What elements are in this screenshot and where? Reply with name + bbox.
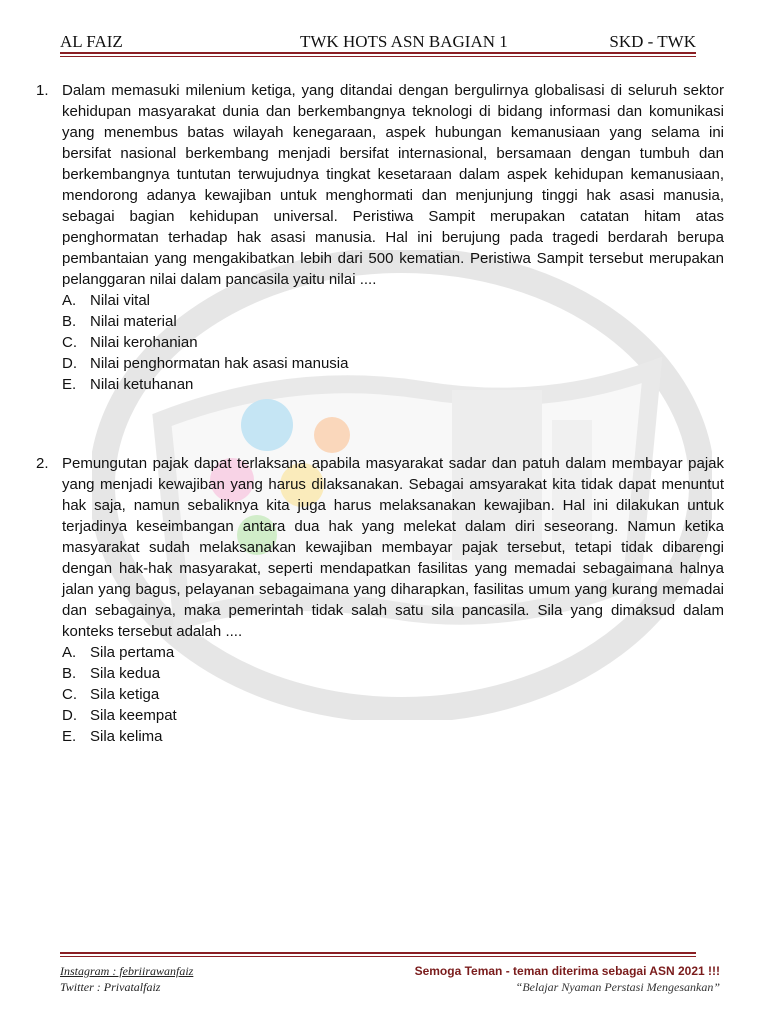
question-2 xyxy=(36,453,724,747)
question-text: Dalam memasuki milenium ketiga, yang ditandai dengan bergulirnya globalisasi di seluruh sektor kehidupan masyarakat dunia dan berkembangnya teknologi di bidang informasi dan komunikasi yang menembus batas wilayah kenegaraan, aspek hubungan kemanusiaan yang selama ini bersifat nasional berkembang menjadi bersifat internasional, bersamaan dengan tumbuh dan berkembangnya tuntutan terwujudnya tingkat kesetaraan dalam aspek kehidupan kemanusiaan, mendorong adanya kewajiban untuk menghormati dan menjunjung tinggi hak asasi manusia, sebagai bagian kehidupan universal. Peristiwa Sampit merupakan catatan hitam atas penghormatan terhadap hak asasi manusia. Hal ini berujung pada tragedi berdarah berupa pembantaian yang mengakibatkan lebih dari 500 kematian. Peristiwa Sampit tersebut merupakan pelanggaran nilai dalam pancasila yaitu nilai .... xyxy=(62,82,724,288)
question-1 xyxy=(36,80,724,395)
option-list xyxy=(62,290,724,395)
twitter-handle: Twitter : Privatalfaiz xyxy=(60,980,161,994)
instagram-handle[interactable]: Instagram : febriirawanfaiz xyxy=(60,964,194,978)
option-e: E. Sila kelima xyxy=(62,728,163,745)
question-number: 1. xyxy=(36,82,49,99)
header-divider xyxy=(60,52,696,54)
option-b: B. Nilai material xyxy=(62,313,177,330)
option-d: D. Nilai penghormatan hak asasi manusia xyxy=(62,355,349,372)
option-c: C. Sila ketiga xyxy=(62,686,160,703)
option-a: A. Sila pertama xyxy=(62,644,175,661)
motto-text: “Belajar Nyaman Perstasi Mengesankan” xyxy=(515,980,720,994)
question-number: 2. xyxy=(36,455,49,472)
page-header xyxy=(60,28,696,52)
header-section: SKD - TWK xyxy=(609,32,696,51)
footer-divider xyxy=(60,952,696,954)
footer-slogan xyxy=(415,963,720,995)
option-b: B. Sila kedua xyxy=(62,665,161,682)
header-author: AL FAIZ xyxy=(60,32,123,51)
option-a: A. Nilai vital xyxy=(62,292,151,309)
question-text: Pemungutan pajak dapat terlaksana apabila masyarakat sadar dan patuh dalam membayar pajak yang menjadi kewajiban yang harus dilaksanakan. Sebagai amsyarakat kita tidak dapat menuntut hak saja, namun sebaliknya kita juga harus melaksanakan kewajiban. Hal ini dilakukan untuk terjadinya keseimbangan antara dua hak yang melekat dalam diri seseorang. Namun ketika masyarakat sudah melaksanakan kewajiban membayar pajak tersebut, tetapi tidak dibarengi dengan hak-hak masyarakat, seperti mendapatkan fasilitas yang memadai sebagaimana halnya jalan yang bagus, pelayanan sebagaimana yang diharapkan, fasilitas umum yang kurang memadai dan sebagainya, maka pemerintah tidak salah satu sila pancasila. Sila yang dimaksud dalam konteks tersebut adalah .... xyxy=(62,455,724,640)
option-list xyxy=(62,642,724,747)
footer-social xyxy=(60,963,193,995)
slogan-text: Semoga Teman - teman diterima sebagai ASN 2021 !!! xyxy=(414,964,720,978)
option-d: D. Sila keempat xyxy=(62,707,177,724)
option-e: E. Nilai ketuhanan xyxy=(62,376,194,393)
header-title: TWK HOTS ASN BAGIAN 1 xyxy=(300,32,508,51)
option-c: C. Nilai kerohanian xyxy=(62,334,198,351)
header-divider-thin xyxy=(60,56,696,57)
footer-divider-thin xyxy=(60,956,696,957)
